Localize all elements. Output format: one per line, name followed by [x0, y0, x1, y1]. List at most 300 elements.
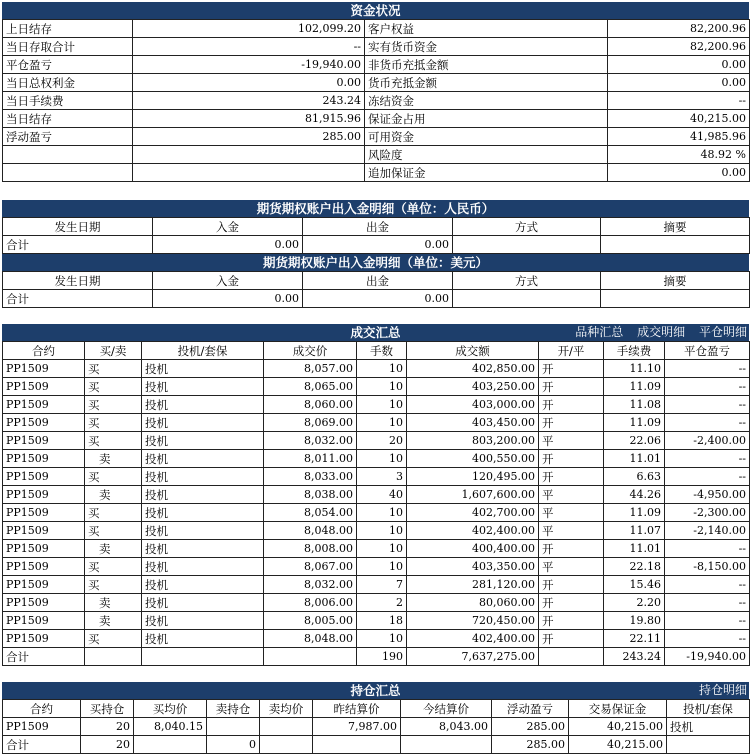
table-cell: 投机: [142, 522, 264, 540]
total-cell: 243.24: [604, 648, 665, 666]
table-cell: 买: [85, 432, 142, 450]
fund-label: 冻结资金: [365, 92, 608, 110]
table-row: [3, 630, 750, 648]
table-cell: 买: [85, 522, 142, 540]
table-cell: 开: [539, 378, 604, 396]
total-cell: [401, 736, 492, 754]
usd-total-row: [3, 290, 750, 308]
trade-summary-links: [565, 324, 747, 341]
table-cell: 720,450.00: [407, 612, 539, 630]
fund-value: 285.00: [133, 128, 365, 146]
total-cell: 0.00: [153, 290, 303, 308]
table-cell: 8,060.00: [264, 396, 357, 414]
table-cell: 投机: [142, 468, 264, 486]
table-cell: 11.10: [604, 360, 665, 378]
table-cell: 11.09: [604, 504, 665, 522]
table-cell: 开: [539, 396, 604, 414]
total-cell: [85, 648, 142, 666]
table-cell: 投机: [142, 594, 264, 612]
fund-label: 实有货币资金: [365, 38, 608, 56]
table-cell: 开: [539, 612, 604, 630]
column-header: 成交额: [407, 342, 539, 360]
table-cell: 403,000.00: [407, 396, 539, 414]
table-cell: 平: [539, 504, 604, 522]
fund-label: 当日存取合计: [3, 38, 133, 56]
table-cell: 买: [85, 378, 142, 396]
fund-value: [133, 146, 365, 164]
table-cell: 开: [539, 594, 604, 612]
table-cell: 投机: [142, 396, 264, 414]
table-cell: 投机: [142, 612, 264, 630]
trade-summary-section: [2, 324, 749, 666]
table-cell: 买: [85, 396, 142, 414]
fund-label: 客户权益: [365, 20, 608, 38]
fund-value: --: [608, 92, 750, 110]
table-cell: [260, 718, 313, 736]
table-row: [3, 576, 750, 594]
table-cell: 8,033.00: [264, 468, 357, 486]
total-cell: [453, 236, 601, 254]
trade-summary-table: [2, 341, 750, 666]
table-cell: 10: [357, 558, 407, 576]
fund-value: 0.00: [608, 56, 750, 74]
fund-value: 102,099.20: [133, 20, 365, 38]
table-cell: 投机: [142, 558, 264, 576]
table-cell: 开: [539, 630, 604, 648]
column-header: 昨结算价: [313, 700, 401, 718]
table-cell: PP1509: [3, 630, 85, 648]
usd-header-row: [3, 272, 750, 290]
trades-header-row: [3, 342, 750, 360]
table-cell: 7: [357, 576, 407, 594]
positions-total-row: [3, 736, 750, 754]
table-cell: PP1509: [3, 396, 85, 414]
fund-row: [3, 110, 750, 128]
table-cell: 2: [357, 594, 407, 612]
table-cell: 22.11: [604, 630, 665, 648]
table-cell: 15.46: [604, 576, 665, 594]
total-cell: 190: [357, 648, 407, 666]
table-cell: 402,400.00: [407, 522, 539, 540]
column-header: 摘要: [601, 218, 750, 236]
total-cell: [667, 736, 750, 754]
table-cell: 8,032.00: [264, 432, 357, 450]
table-cell: 8,040.15: [134, 718, 207, 736]
column-header: 入金: [153, 272, 303, 290]
column-header: 交易保证金: [569, 700, 667, 718]
table-row: [3, 612, 750, 630]
fund-value: [133, 164, 365, 182]
column-header: 手数: [357, 342, 407, 360]
table-cell: 开: [539, 576, 604, 594]
table-cell: 卖: [85, 486, 142, 504]
table-cell: 11.01: [604, 540, 665, 558]
cny-inout-title: 期货期权账户出入金明细（单位：人民币）: [2, 200, 749, 217]
table-cell: 11.09: [604, 414, 665, 432]
table-row: [3, 360, 750, 378]
table-cell: PP1509: [3, 576, 85, 594]
table-cell: -2,300.00: [665, 504, 750, 522]
table-row: [3, 432, 750, 450]
table-cell: 买: [85, 558, 142, 576]
fund-value: 81,915.96: [133, 110, 365, 128]
positions-header-row: [3, 700, 750, 718]
table-cell: 投机: [142, 378, 264, 396]
column-header: 发生日期: [3, 218, 153, 236]
fund-status-table: [2, 19, 750, 182]
total-cell: [313, 736, 401, 754]
table-cell: 20: [81, 718, 134, 736]
table-row: [3, 594, 750, 612]
table-cell: 平: [539, 486, 604, 504]
table-cell: 8,069.00: [264, 414, 357, 432]
table-cell: 402,700.00: [407, 504, 539, 522]
table-cell: 开: [539, 360, 604, 378]
table-cell: 买: [85, 414, 142, 432]
table-cell: 投机: [142, 432, 264, 450]
table-cell: 投机: [142, 576, 264, 594]
table-cell: 20: [357, 432, 407, 450]
table-cell: 44.26: [604, 486, 665, 504]
cny-header-row: [3, 218, 750, 236]
table-cell: 买: [85, 630, 142, 648]
table-cell: PP1509: [3, 540, 85, 558]
table-row: [3, 378, 750, 396]
total-cell: [539, 648, 604, 666]
table-cell: 403,250.00: [407, 378, 539, 396]
table-cell: PP1509: [3, 450, 85, 468]
table-cell: 402,400.00: [407, 630, 539, 648]
table-cell: 开: [539, 450, 604, 468]
table-cell: 投机: [667, 718, 750, 736]
table-cell: 8,008.00: [264, 540, 357, 558]
total-cell: 0: [207, 736, 260, 754]
table-cell: 285.00: [492, 718, 569, 736]
total-cell: 合计: [3, 648, 85, 666]
column-header: 买均价: [134, 700, 207, 718]
table-cell: 8,011.00: [264, 450, 357, 468]
position-summary-links: [689, 682, 747, 699]
table-cell: 11.09: [604, 378, 665, 396]
column-header: 入金: [153, 218, 303, 236]
column-header: 合约: [3, 700, 81, 718]
table-cell: 开: [539, 468, 604, 486]
table-cell: PP1509: [3, 718, 81, 736]
table-cell: PP1509: [3, 432, 85, 450]
table-cell: 11.07: [604, 522, 665, 540]
total-cell: 20: [81, 736, 134, 754]
fund-label: [3, 146, 133, 164]
fund-value: 48.92 %: [608, 146, 750, 164]
column-header: 今结算价: [401, 700, 492, 718]
table-cell: 平: [539, 522, 604, 540]
table-cell: 10: [357, 396, 407, 414]
total-cell: [601, 236, 750, 254]
table-cell: 开: [539, 414, 604, 432]
table-cell: --: [665, 360, 750, 378]
table-cell: --: [665, 612, 750, 630]
table-cell: 8,043.00: [401, 718, 492, 736]
table-cell: 8,067.00: [264, 558, 357, 576]
fund-row: [3, 92, 750, 110]
table-row: [3, 540, 750, 558]
column-header: 投机/套保: [142, 342, 264, 360]
usd-inout-table: [2, 271, 750, 308]
column-header: 开/平: [539, 342, 604, 360]
table-cell: 买: [85, 504, 142, 522]
table-cell: PP1509: [3, 594, 85, 612]
table-cell: PP1509: [3, 468, 85, 486]
table-cell: 10: [357, 522, 407, 540]
table-row: [3, 718, 750, 736]
table-cell: 8,038.00: [264, 486, 357, 504]
column-header: 出金: [303, 218, 453, 236]
table-cell: 2.20: [604, 594, 665, 612]
fund-status-title: 资金状况: [2, 2, 749, 19]
table-cell: 403,450.00: [407, 414, 539, 432]
column-header: 方式: [453, 272, 601, 290]
table-cell: 803,200.00: [407, 432, 539, 450]
position-summary-title-bar: [2, 682, 749, 699]
usd-inout-section: [2, 254, 749, 308]
table-cell: 10: [357, 504, 407, 522]
column-header: 成交价: [264, 342, 357, 360]
table-cell: 120,495.00: [407, 468, 539, 486]
table-cell: 11.08: [604, 396, 665, 414]
table-cell: 买: [85, 468, 142, 486]
table-row: [3, 486, 750, 504]
total-cell: 0.00: [303, 236, 453, 254]
total-cell: 0.00: [153, 236, 303, 254]
usd-inout-title: 期货期权账户出入金明细（单位：美元）: [2, 254, 749, 271]
fund-label: 追加保证金: [365, 164, 608, 182]
fund-value: 0.00: [133, 74, 365, 92]
table-row: [3, 468, 750, 486]
table-cell: 10: [357, 378, 407, 396]
total-cell: [134, 736, 207, 754]
table-cell: PP1509: [3, 486, 85, 504]
cny-total-row: [3, 236, 750, 254]
table-cell: 8,005.00: [264, 612, 357, 630]
table-cell: --: [665, 378, 750, 396]
column-header: 买/卖: [85, 342, 142, 360]
table-cell: PP1509: [3, 378, 85, 396]
table-cell: -2,140.00: [665, 522, 750, 540]
total-cell: -19,940.00: [665, 648, 750, 666]
fund-value: 40,215.00: [608, 110, 750, 128]
total-cell: [453, 290, 601, 308]
total-cell: 0.00: [303, 290, 453, 308]
fund-row: [3, 56, 750, 74]
trades-total-row: [3, 648, 750, 666]
table-cell: --: [665, 630, 750, 648]
table-cell: 卖: [85, 612, 142, 630]
total-cell: 合计: [3, 290, 153, 308]
fund-label: 货币充抵金额: [365, 74, 608, 92]
table-cell: 8,065.00: [264, 378, 357, 396]
table-cell: -4,950.00: [665, 486, 750, 504]
table-cell: 8,057.00: [264, 360, 357, 378]
table-cell: 平: [539, 432, 604, 450]
column-header: 投机/套保: [667, 700, 750, 718]
table-cell: 卖: [85, 540, 142, 558]
table-cell: 403,350.00: [407, 558, 539, 576]
position-summary-section: [2, 682, 749, 754]
table-cell: 投机: [142, 414, 264, 432]
fund-value: 41,985.96: [608, 128, 750, 146]
total-cell: [260, 736, 313, 754]
fund-value: 243.24: [133, 92, 365, 110]
table-cell: 开: [539, 540, 604, 558]
table-cell: 8,048.00: [264, 522, 357, 540]
table-cell: 投机: [142, 360, 264, 378]
fund-value: -19,940.00: [133, 56, 365, 74]
trade-summary-title: 成交汇总: [350, 325, 401, 340]
fund-row: [3, 74, 750, 92]
total-cell: [142, 648, 264, 666]
fund-value: --: [133, 38, 365, 56]
fund-row: [3, 38, 750, 56]
table-cell: 6.63: [604, 468, 665, 486]
table-cell: 22.18: [604, 558, 665, 576]
table-cell: 400,550.00: [407, 450, 539, 468]
total-cell: 7,637,275.00: [407, 648, 539, 666]
fund-label: 当日结存: [3, 110, 133, 128]
fund-row: [3, 164, 750, 182]
table-cell: 投机: [142, 450, 264, 468]
table-cell: PP1509: [3, 504, 85, 522]
table-cell: 11.01: [604, 450, 665, 468]
fund-value: 82,200.96: [608, 38, 750, 56]
total-cell: 合计: [3, 236, 153, 254]
table-cell: 3: [357, 468, 407, 486]
fund-label: 当日总权利金: [3, 74, 133, 92]
table-cell: --: [665, 396, 750, 414]
fund-label: [3, 164, 133, 182]
fund-row: [3, 146, 750, 164]
fund-status-section: [2, 2, 749, 182]
position-summary-table: [2, 699, 750, 754]
trade-summary-title-bar: [2, 324, 749, 341]
fund-label: 保证金占用: [365, 110, 608, 128]
table-cell: 40,215.00: [569, 718, 667, 736]
table-row: [3, 414, 750, 432]
total-cell: 40,215.00: [569, 736, 667, 754]
table-cell: --: [665, 450, 750, 468]
table-cell: PP1509: [3, 360, 85, 378]
column-header: 卖均价: [260, 700, 313, 718]
column-header: 摘要: [601, 272, 750, 290]
column-header: 方式: [453, 218, 601, 236]
table-cell: 10: [357, 450, 407, 468]
fund-row: [3, 128, 750, 146]
table-cell: --: [665, 414, 750, 432]
column-header: 手续费: [604, 342, 665, 360]
table-cell: --: [665, 468, 750, 486]
table-cell: 卖: [85, 450, 142, 468]
table-cell: --: [665, 594, 750, 612]
table-cell: 投机: [142, 540, 264, 558]
column-header: 发生日期: [3, 272, 153, 290]
fund-label: 浮动盈亏: [3, 128, 133, 146]
table-cell: 281,120.00: [407, 576, 539, 594]
table-cell: 10: [357, 360, 407, 378]
table-cell: PP1509: [3, 612, 85, 630]
link-position-detail[interactable]: 持仓明细: [698, 683, 747, 697]
table-cell: 8,048.00: [264, 630, 357, 648]
fund-label: 平仓盈亏: [3, 56, 133, 74]
table-cell: 投机: [142, 486, 264, 504]
table-cell: 402,850.00: [407, 360, 539, 378]
table-row: [3, 522, 750, 540]
position-summary-title: 持仓汇总: [350, 683, 401, 698]
table-row: [3, 450, 750, 468]
table-cell: 22.06: [604, 432, 665, 450]
table-cell: -8,150.00: [665, 558, 750, 576]
table-cell: --: [665, 576, 750, 594]
total-cell: 合计: [3, 736, 81, 754]
column-header: 平仓盈亏: [665, 342, 750, 360]
total-cell: 285.00: [492, 736, 569, 754]
fund-value: 82,200.96: [608, 20, 750, 38]
table-row: [3, 504, 750, 522]
total-cell: [264, 648, 357, 666]
column-header: 出金: [303, 272, 453, 290]
column-header: 卖持仓: [207, 700, 260, 718]
table-cell: 投机: [142, 630, 264, 648]
table-cell: 投机: [142, 504, 264, 522]
link-close-detail[interactable]: 平仓明细: [698, 325, 747, 339]
table-cell: 18: [357, 612, 407, 630]
fund-value: 0.00: [608, 74, 750, 92]
table-row: [3, 396, 750, 414]
fund-value: 0.00: [608, 164, 750, 182]
column-header: 买持仓: [81, 700, 134, 718]
cny-inout-section: [2, 200, 749, 254]
table-cell: 1,607,600.00: [407, 486, 539, 504]
fund-label: 风险度: [365, 146, 608, 164]
table-row: [3, 558, 750, 576]
link-trade-detail[interactable]: 成交明细: [637, 325, 686, 339]
table-cell: 买: [85, 576, 142, 594]
column-header: 合约: [3, 342, 85, 360]
fund-label: 上日结存: [3, 20, 133, 38]
table-cell: 8,054.00: [264, 504, 357, 522]
table-cell: 19.80: [604, 612, 665, 630]
table-cell: 10: [357, 414, 407, 432]
table-cell: 卖: [85, 594, 142, 612]
fund-label: 非货币充抵金额: [365, 56, 608, 74]
cny-inout-table: [2, 217, 750, 254]
table-cell: PP1509: [3, 522, 85, 540]
table-cell: [207, 718, 260, 736]
table-cell: 400,400.00: [407, 540, 539, 558]
table-cell: 40: [357, 486, 407, 504]
link-variety-summary[interactable]: 品种汇总: [575, 325, 624, 339]
table-cell: 8,006.00: [264, 594, 357, 612]
table-cell: PP1509: [3, 558, 85, 576]
column-header: 浮动盈亏: [492, 700, 569, 718]
table-cell: PP1509: [3, 414, 85, 432]
fund-label: 可用资金: [365, 128, 608, 146]
table-cell: 买: [85, 360, 142, 378]
table-cell: 8,032.00: [264, 576, 357, 594]
fund-row: [3, 20, 750, 38]
table-cell: 7,987.00: [313, 718, 401, 736]
fund-label: 当日手续费: [3, 92, 133, 110]
table-cell: --: [665, 540, 750, 558]
table-cell: -2,400.00: [665, 432, 750, 450]
